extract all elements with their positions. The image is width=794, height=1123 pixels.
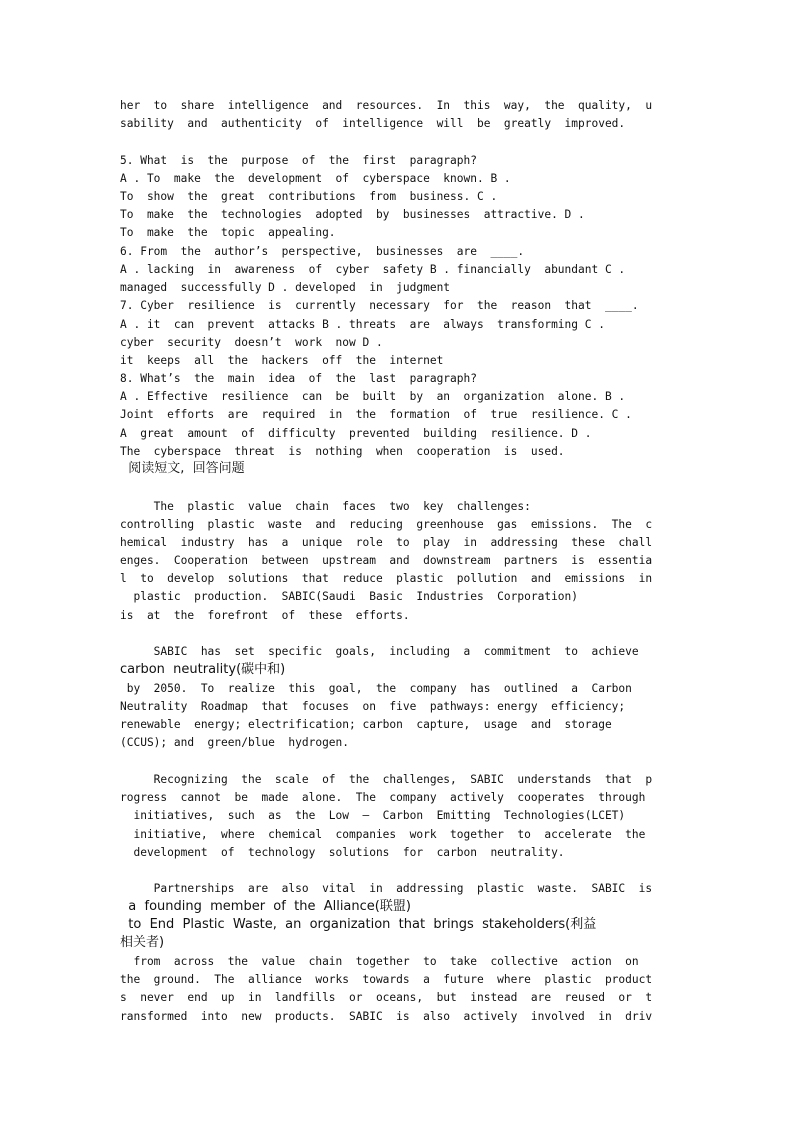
text-line xyxy=(120,625,680,643)
paragraph-line: 相关者) xyxy=(120,935,165,950)
paragraph-line: The plastic value chain faces two key challenges: xyxy=(120,500,531,513)
paragraph-line: SABIC has set specific goals, including a commitment to achieve xyxy=(120,645,639,658)
text-line: sability and authenticity of intelligence will be greatly improved. xyxy=(120,117,626,130)
paragraph-line: rogress cannot be made alone. The company actively cooperates through xyxy=(120,791,646,804)
question-8: 8. What’s the main idea of the last paragraph? xyxy=(120,372,477,385)
question-7: 7. Cyber resilience is currently necessary for the reason that ____. xyxy=(120,299,639,312)
paragraph-line: plastic production. SABIC(Saudi Basic Industries Corporation) xyxy=(120,590,579,603)
question-6: 6. From the author’s perspective, businesses are ____. xyxy=(120,245,525,258)
paragraph-line: is at the forefront of these efforts. xyxy=(120,609,410,622)
option-line: The cyberspace threat is nothing when cooperation is used. xyxy=(120,445,565,458)
option-line: it keeps all the hackers off the internet xyxy=(120,354,444,367)
paragraph-line: to End Plastic Waste, an organization that brings stakeholders(利益 xyxy=(120,917,597,932)
option-line: managed successfully D . developed in judgment xyxy=(120,281,451,294)
paragraph-line: l to develop solutions that reduce plastic pollution and emissions in xyxy=(120,572,653,585)
question-5: 5. What is the purpose of the first paragraph? xyxy=(120,154,477,167)
text-line xyxy=(120,862,680,880)
paragraph-line: carbon neutrality(碳中和) xyxy=(120,662,286,677)
paragraph-line: initiatives, such as the Low — Carbon Emitting Technologies(LCET) xyxy=(120,809,626,822)
option-line: Joint efforts are required in the formation of true resilience. C . xyxy=(120,408,632,421)
text-line xyxy=(120,133,680,151)
option-line: To show the great contributions from business. C . xyxy=(120,190,498,203)
option-line: A . To make the development of cyberspace known. B . xyxy=(120,172,511,185)
text-line xyxy=(120,479,680,497)
paragraph-line: Recognizing the scale of the challenges, SABIC understands that p xyxy=(120,773,653,786)
paragraph-line: by 2050. To realize this goal, the company has outlined a Carbon xyxy=(120,682,632,695)
paragraph-line: initiative, where chemical companies work together to accelerate the xyxy=(120,828,646,841)
paragraph-line: Partnerships are also vital in addressing plastic waste. SABIC is xyxy=(120,882,653,895)
option-line: A . it can prevent attacks B . threats are always transforming C . xyxy=(120,318,605,331)
paragraph-line: hemical industry has a unique role to play in addressing these chall xyxy=(120,536,653,549)
paragraph-line: controlling plastic waste and reducing greenhouse gas emissions. The c xyxy=(120,518,653,531)
option-line: A . lacking in awareness of cyber safety B . financially abundant C . xyxy=(120,263,626,276)
paragraph-line: enges. Cooperation between upstream and downstream partners is essentia xyxy=(120,554,653,567)
text-line: her to share intelligence and resources. In this way, the quality, u xyxy=(120,99,653,112)
option-line: To make the topic appealing. xyxy=(120,226,336,239)
section-heading: 阅读短文, 回答问题 xyxy=(120,461,245,476)
paragraph-line: Neutrality Roadmap that focuses on five pathways: energy efficiency; xyxy=(120,700,626,713)
paragraph-line: from across the value chain together to take collective action on xyxy=(120,955,639,968)
paragraph-line: ransformed into new products. SABIC is also actively involved in driv xyxy=(120,1010,653,1023)
paragraph-line: development of technology solutions for carbon neutrality. xyxy=(120,846,565,859)
paragraph-line: renewable energy; electrification; carbon capture, usage and storage xyxy=(120,718,612,731)
paragraph-line: the ground. The alliance works towards a future where plastic product xyxy=(120,973,653,986)
paragraph-line: (CCUS); and green/blue hydrogen. xyxy=(120,736,350,749)
option-line: A great amount of difficulty prevented building resilience. D . xyxy=(120,427,592,440)
option-line: To make the technologies adopted by businesses attractive. D . xyxy=(120,208,585,221)
paragraph-line: a founding member of the Alliance(联盟) xyxy=(120,899,411,914)
option-line: cyber security doesn’t work now D . xyxy=(120,336,383,349)
option-line: A . Effective resilience can be built by an organization alone. B . xyxy=(120,390,626,403)
paragraph-line: s never end up in landfills or oceans, but instead are reused or t xyxy=(120,991,653,1004)
text-line xyxy=(120,752,680,770)
